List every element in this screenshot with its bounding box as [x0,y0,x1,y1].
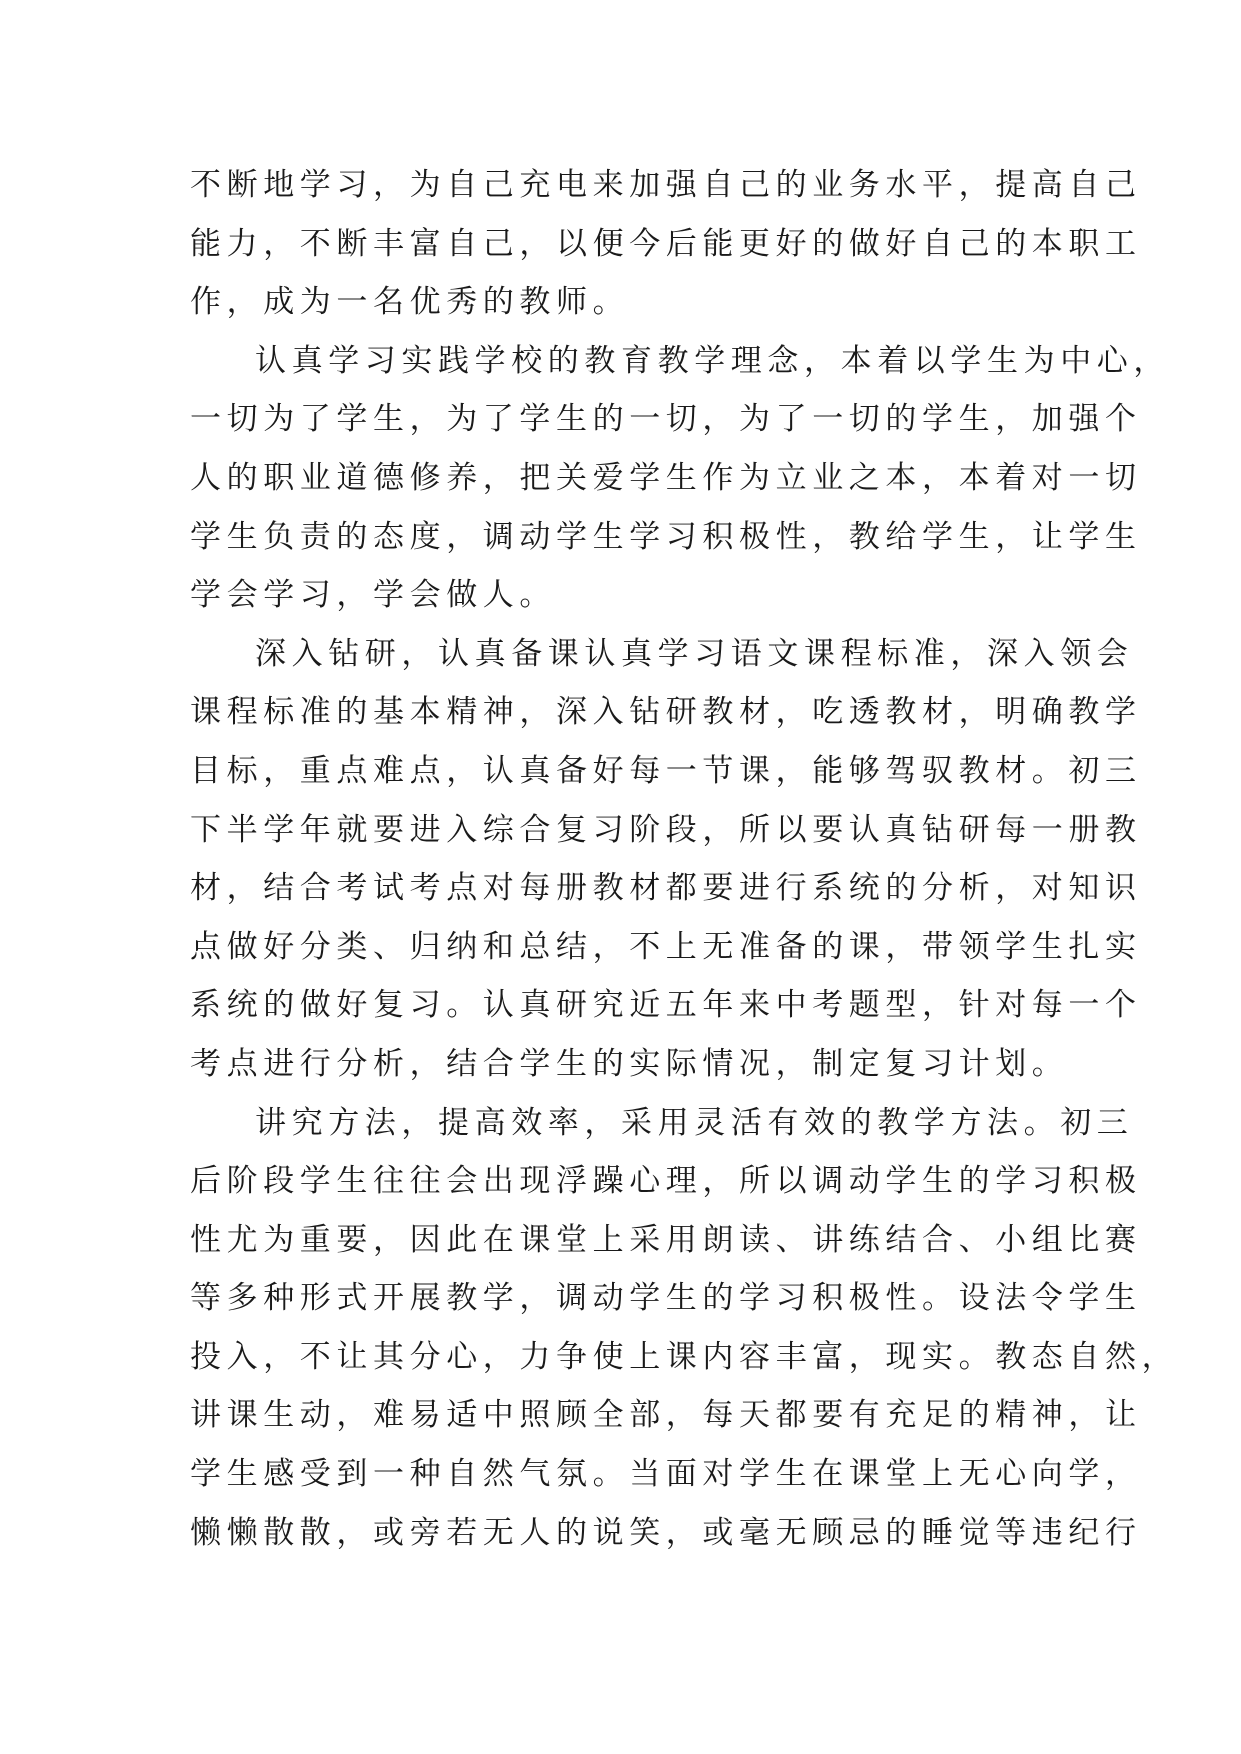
text-line: 考点进行分析，结合学生的实际情况，制定复习计划。 [190,1045,1069,1082]
document-body [190,156,1179,1562]
text-line: 不断地学习，为自己充电来加强自己的业务水平，提高自己 [190,167,1142,203]
text-line: 学生感受到一种自然气氛。当面对学生在课堂上无心向学， [190,1456,1142,1493]
text-line: 系统的做好复习。认真研究近五年来中考题型，针对每一个 [190,987,1142,1024]
text-line: 学生负责的态度，调动学生学习积极性，教给学生，让学生 [190,518,1142,555]
text-line: 学会学习，学会做人。 [190,577,556,614]
text-line: 讲课生动，难易适中照顾全部，每天都要有充足的精神，让 [190,1397,1142,1434]
text-line: 下半学年就要进入综合复习阶段，所以要认真钻研每一册教 [190,811,1142,848]
text-line: 后阶段学生往往会出现浮躁心理，所以调动学生的学习积极 [190,1163,1142,1200]
paragraph-start-line: 讲究方法，提高效率，采用灵活有效的教学方法。初三 [255,1104,1134,1141]
text-line: 一切为了学生，为了学生的一切，为了一切的学生，加强个 [190,401,1142,438]
text-line: 等多种形式开展教学，调动学生的学习积极性。设法令学生 [190,1280,1142,1317]
text-line: 点做好分类、归纳和总结，不上无准备的课，带领学生扎实 [190,928,1142,965]
text-line: 材，结合考试考点对每册教材都要进行系统的分析，对知识 [190,870,1142,907]
text-line: 课程标准的基本精神，深入钻研教材，吃透教材，明确教学 [190,694,1142,731]
text-line: 能力，不断丰富自己，以便今后能更好的做好自己的本职工 [190,225,1142,262]
text-line: 人的职业道德修养，把关爱学生作为立业之本，本着对一切 [190,459,1142,496]
text-line: 懒懒散散，或旁若无人的说笑，或毫无顾忌的睡觉等违纪行 [190,1514,1142,1551]
text-line: 目标，重点难点，认真备好每一节课，能够驾驭教材。初三 [190,752,1142,789]
paragraph-start-line: 深入钻研，认真备课认真学习语文课程标准，深入领会 [255,635,1134,672]
paragraph-start-line: 认真学习实践学校的教育教学理念，本着以学生为中心， [255,342,1170,379]
text-line: 作，成为一名优秀的教师。 [190,284,630,321]
text-line: 投入，不让其分心，力争使上课内容丰富，现实。教态自然， [190,1338,1179,1375]
text-line: 性尤为重要，因此在课堂上采用朗读、讲练结合、小组比赛 [190,1221,1142,1258]
